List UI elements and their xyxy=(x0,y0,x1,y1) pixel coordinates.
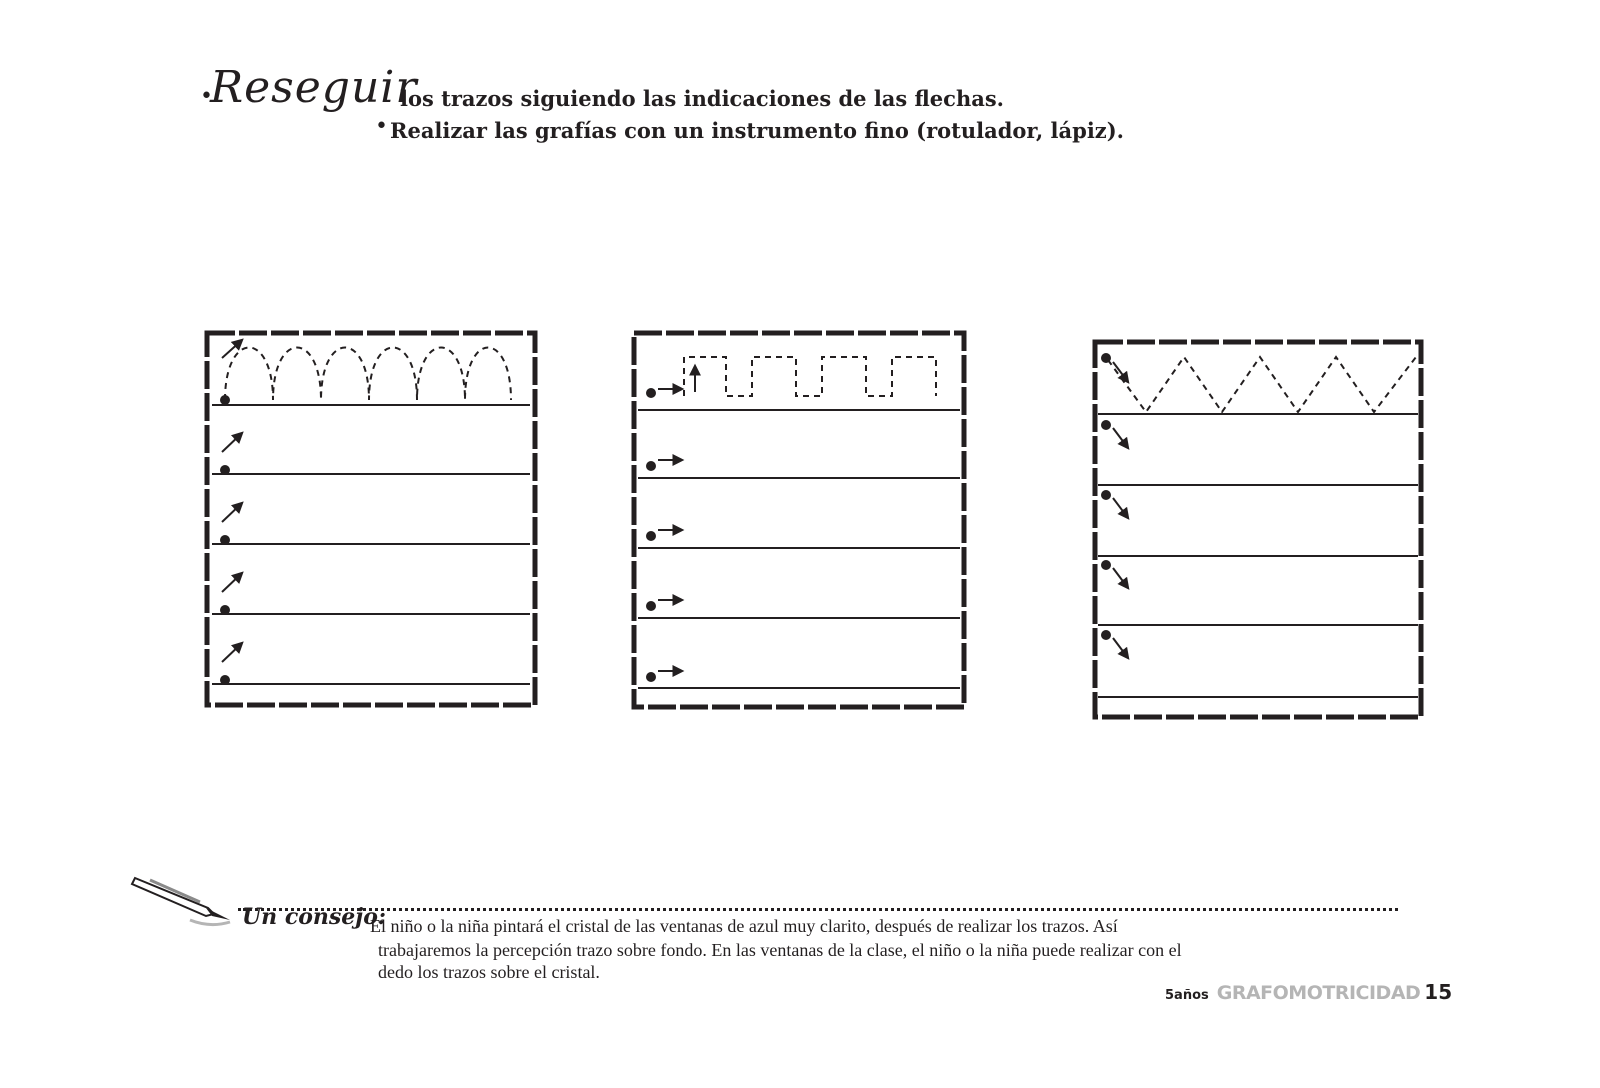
start-dot xyxy=(220,465,230,475)
start-dot xyxy=(1101,490,1111,500)
down-right-arrow-icon xyxy=(1113,362,1128,382)
page-number: 15 xyxy=(1424,980,1453,1004)
start-dot xyxy=(220,535,230,545)
instruction-1: los trazos siguiendo las indicaciones de las flechas. xyxy=(400,86,1004,111)
subject-title: GRAFOMOTRICIDAD xyxy=(1216,982,1421,1004)
tip-divider xyxy=(238,908,1398,911)
start-dot xyxy=(220,395,230,405)
pen-icon xyxy=(130,870,240,930)
direction-arrows xyxy=(658,389,682,671)
arch-guide xyxy=(225,348,511,401)
up-right-arrow-icon xyxy=(222,573,242,592)
start-dot xyxy=(646,531,656,541)
start-dot xyxy=(220,675,230,685)
start-dot xyxy=(646,672,656,682)
up-right-arrow-icon xyxy=(222,340,242,358)
start-dots xyxy=(1101,353,1111,640)
up-right-arrow-icon xyxy=(222,433,242,452)
window-arches xyxy=(207,333,535,705)
start-dot xyxy=(220,605,230,615)
page-footer xyxy=(1165,980,1452,1010)
age-tag: 5años xyxy=(1165,988,1209,1003)
up-right-arrow-icon xyxy=(222,503,242,522)
start-dot xyxy=(1101,420,1111,430)
start-dot xyxy=(646,461,656,471)
tip-text-line-2: trabajaremos la percepción trazo sobre fondo. En las ventanas de la clase, el niño o la niña puede realizar con el xyxy=(378,940,1182,960)
bullet-2: • xyxy=(375,114,388,139)
window-square-wave xyxy=(634,333,964,707)
start-dot xyxy=(646,388,656,398)
tip-text-line-3: dedo los trazos sobre el cristal. xyxy=(378,962,600,982)
title-word: Reseguir xyxy=(210,62,418,113)
zigzag-guide xyxy=(1108,357,1416,412)
bullet-1: • xyxy=(200,84,213,109)
start-dots xyxy=(646,388,656,682)
start-dots xyxy=(220,395,230,685)
down-right-arrow-icon xyxy=(1113,568,1128,588)
up-right-arrow-icon xyxy=(222,643,242,662)
start-dot xyxy=(646,601,656,611)
down-right-arrow-icon xyxy=(1113,428,1128,448)
start-dot xyxy=(1101,560,1111,570)
down-right-arrow-icon xyxy=(1113,498,1128,518)
down-right-arrow-icon xyxy=(1113,638,1128,658)
tip-label: Un consejo: xyxy=(242,904,387,930)
instruction-2: Realizar las grafías con un instrumento fino (rotulador, lápiz). xyxy=(390,118,1124,143)
direction-arrows xyxy=(1113,362,1128,658)
window-zigzag xyxy=(1095,342,1421,717)
start-dot xyxy=(1101,353,1111,363)
square-wave-guide xyxy=(684,357,936,396)
start-dot xyxy=(1101,630,1111,640)
tip-text-line-1: El niño o la niña pintará el cristal de las ventanas de azul muy clarito, después de realizar los trazos. Así xyxy=(370,916,1118,936)
